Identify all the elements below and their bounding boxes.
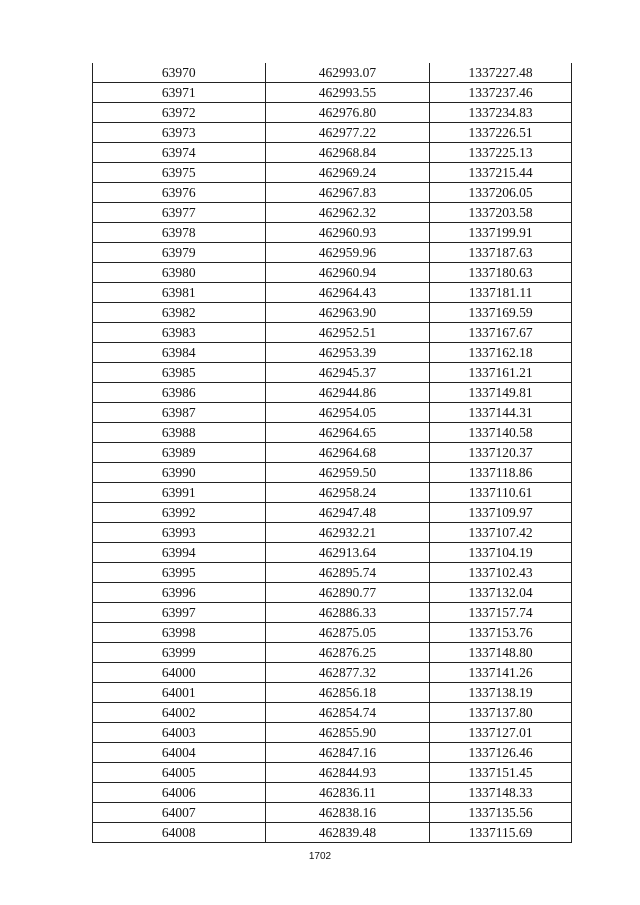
point-id-cell: 63996 [93,583,266,603]
table-row [93,183,572,203]
table-row [93,163,572,183]
table-row [93,763,572,783]
table-row [93,83,572,103]
x-coordinate-cell: 462976.80 [265,103,430,123]
point-id-cell: 63974 [93,143,266,163]
point-id-cell: 63972 [93,103,266,123]
table-row [93,363,572,383]
y-coordinate-cell: 1337169.59 [430,303,572,323]
x-coordinate-cell: 462945.37 [265,363,430,383]
table-row [93,403,572,423]
x-coordinate-cell: 462836.11 [265,783,430,803]
table-row [93,783,572,803]
point-id-cell: 63970 [93,63,266,83]
table-row [93,703,572,723]
x-coordinate-cell: 462839.48 [265,823,430,843]
y-coordinate-cell: 1337187.63 [430,243,572,263]
table-row [93,623,572,643]
y-coordinate-cell: 1337149.81 [430,383,572,403]
y-coordinate-cell: 1337107.42 [430,523,572,543]
table-row [93,323,572,343]
y-coordinate-cell: 1337144.31 [430,403,572,423]
x-coordinate-cell: 462954.05 [265,403,430,423]
x-coordinate-cell: 462855.90 [265,723,430,743]
y-coordinate-cell: 1337102.43 [430,563,572,583]
table-row [93,663,572,683]
page-number: 1702 [308,851,332,862]
x-coordinate-cell: 462963.90 [265,303,430,323]
x-coordinate-cell: 462838.16 [265,803,430,823]
y-coordinate-cell: 1337234.83 [430,103,572,123]
y-coordinate-cell: 1337141.26 [430,663,572,683]
y-coordinate-cell: 1337180.63 [430,263,572,283]
y-coordinate-cell: 1337161.21 [430,363,572,383]
y-coordinate-cell: 1337148.33 [430,783,572,803]
point-id-cell: 63992 [93,503,266,523]
point-id-cell: 63999 [93,643,266,663]
point-id-cell: 63994 [93,543,266,563]
x-coordinate-cell: 462877.32 [265,663,430,683]
y-coordinate-cell: 1337206.05 [430,183,572,203]
x-coordinate-cell: 462964.65 [265,423,430,443]
x-coordinate-cell: 462854.74 [265,703,430,723]
y-coordinate-cell: 1337215.44 [430,163,572,183]
point-id-cell: 63984 [93,343,266,363]
y-coordinate-cell: 1337137.80 [430,703,572,723]
table-row [93,603,572,623]
point-id-cell: 64001 [93,683,266,703]
table-row [93,383,572,403]
y-coordinate-cell: 1337226.51 [430,123,572,143]
point-id-cell: 63997 [93,603,266,623]
table-row [93,263,572,283]
x-coordinate-cell: 462969.24 [265,163,430,183]
coordinate-table-body [93,63,572,843]
point-id-cell: 64002 [93,703,266,723]
table-row [93,563,572,583]
x-coordinate-cell: 462960.93 [265,223,430,243]
table-row [93,803,572,823]
table-row [93,343,572,363]
x-coordinate-cell: 462953.39 [265,343,430,363]
x-coordinate-cell: 462964.68 [265,443,430,463]
x-coordinate-cell: 462890.77 [265,583,430,603]
y-coordinate-cell: 1337110.61 [430,483,572,503]
coordinate-table [92,63,572,843]
point-id-cell: 63981 [93,283,266,303]
x-coordinate-cell: 462952.51 [265,323,430,343]
point-id-cell: 63980 [93,263,266,283]
y-coordinate-cell: 1337135.56 [430,803,572,823]
table-row [93,123,572,143]
table-row [93,63,572,83]
point-id-cell: 64000 [93,663,266,683]
point-id-cell: 64003 [93,723,266,743]
y-coordinate-cell: 1337127.01 [430,723,572,743]
x-coordinate-cell: 462876.25 [265,643,430,663]
table-row [93,103,572,123]
table-row [93,483,572,503]
table-row [93,443,572,463]
x-coordinate-cell: 462964.43 [265,283,430,303]
point-id-cell: 63985 [93,363,266,383]
y-coordinate-cell: 1337104.19 [430,543,572,563]
y-coordinate-cell: 1337162.18 [430,343,572,363]
point-id-cell: 64008 [93,823,266,843]
table-row [93,583,572,603]
table-row [93,243,572,263]
point-id-cell: 63987 [93,403,266,423]
x-coordinate-cell: 462967.83 [265,183,430,203]
y-coordinate-cell: 1337199.91 [430,223,572,243]
y-coordinate-cell: 1337157.74 [430,603,572,623]
x-coordinate-cell: 462959.50 [265,463,430,483]
table-row [93,643,572,663]
table-row [93,463,572,483]
point-id-cell: 63977 [93,203,266,223]
point-id-cell: 63995 [93,563,266,583]
y-coordinate-cell: 1337115.69 [430,823,572,843]
point-id-cell: 64004 [93,743,266,763]
table-row [93,303,572,323]
y-coordinate-cell: 1337225.13 [430,143,572,163]
x-coordinate-cell: 462944.86 [265,383,430,403]
y-coordinate-cell: 1337203.58 [430,203,572,223]
y-coordinate-cell: 1337153.76 [430,623,572,643]
y-coordinate-cell: 1337126.46 [430,743,572,763]
point-id-cell: 63988 [93,423,266,443]
y-coordinate-cell: 1337138.19 [430,683,572,703]
point-id-cell: 64005 [93,763,266,783]
y-coordinate-cell: 1337167.67 [430,323,572,343]
x-coordinate-cell: 462847.16 [265,743,430,763]
x-coordinate-cell: 462960.94 [265,263,430,283]
x-coordinate-cell: 462993.07 [265,63,430,83]
x-coordinate-cell: 462958.24 [265,483,430,503]
point-id-cell: 64006 [93,783,266,803]
x-coordinate-cell: 462962.32 [265,203,430,223]
x-coordinate-cell: 462959.96 [265,243,430,263]
table-row [93,543,572,563]
y-coordinate-cell: 1337120.37 [430,443,572,463]
point-id-cell: 63983 [93,323,266,343]
point-id-cell: 63991 [93,483,266,503]
point-id-cell: 63982 [93,303,266,323]
table-row [93,203,572,223]
y-coordinate-cell: 1337132.04 [430,583,572,603]
table-row [93,283,572,303]
point-id-cell: 63978 [93,223,266,243]
point-id-cell: 63971 [93,83,266,103]
x-coordinate-cell: 462913.64 [265,543,430,563]
x-coordinate-cell: 462875.05 [265,623,430,643]
table-row [93,743,572,763]
table-row [93,423,572,443]
x-coordinate-cell: 462844.93 [265,763,430,783]
point-id-cell: 63986 [93,383,266,403]
x-coordinate-cell: 462932.21 [265,523,430,543]
point-id-cell: 63973 [93,123,266,143]
point-id-cell: 63998 [93,623,266,643]
table-row [93,523,572,543]
x-coordinate-cell: 462886.33 [265,603,430,623]
table-row [93,223,572,243]
table-row [93,823,572,843]
y-coordinate-cell: 1337151.45 [430,763,572,783]
x-coordinate-cell: 462968.84 [265,143,430,163]
y-coordinate-cell: 1337148.80 [430,643,572,663]
x-coordinate-cell: 462993.55 [265,83,430,103]
y-coordinate-cell: 1337237.46 [430,83,572,103]
x-coordinate-cell: 462977.22 [265,123,430,143]
y-coordinate-cell: 1337118.86 [430,463,572,483]
point-id-cell: 63979 [93,243,266,263]
point-id-cell: 63975 [93,163,266,183]
x-coordinate-cell: 462895.74 [265,563,430,583]
x-coordinate-cell: 462947.48 [265,503,430,523]
y-coordinate-cell: 1337181.11 [430,283,572,303]
point-id-cell: 63990 [93,463,266,483]
y-coordinate-cell: 1337227.48 [430,63,572,83]
point-id-cell: 63993 [93,523,266,543]
point-id-cell: 63976 [93,183,266,203]
point-id-cell: 64007 [93,803,266,823]
table-row [93,723,572,743]
y-coordinate-cell: 1337140.58 [430,423,572,443]
point-id-cell: 63989 [93,443,266,463]
table-row [93,503,572,523]
table-row [93,683,572,703]
y-coordinate-cell: 1337109.97 [430,503,572,523]
x-coordinate-cell: 462856.18 [265,683,430,703]
table-row [93,143,572,163]
